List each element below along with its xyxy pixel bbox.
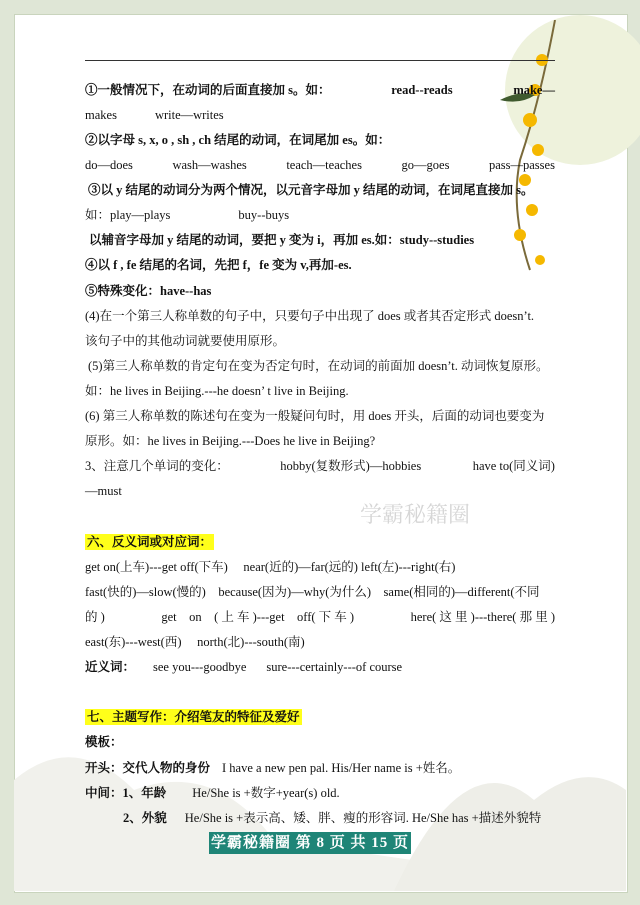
text: 的 ): [85, 610, 105, 624]
heading: 六、反义词或对应词：: [87, 535, 213, 549]
rule-4: ④以 f , fe 结尾的名词，先把 f，fe 变为 v,再加-es.: [85, 258, 352, 272]
antonym-line-1: get on(上车)---get off(下车) near(近的)—far(远的) left(左)---right(右): [85, 560, 456, 574]
text: read--reads: [391, 83, 453, 97]
watermark: 学霸秘籍圈: [360, 502, 471, 527]
header-rule: [85, 60, 555, 61]
point-6: (6) 第三人称单数的陈述句在变为一般疑问句时，用 does 开头，后面的动词也要变为: [85, 409, 545, 423]
point-5-example: 如：he lives in Beijing.---he doesn’ t live in Beijing.: [85, 384, 349, 398]
middle-look-line: [123, 809, 593, 827]
label: 中间：1、年龄: [85, 786, 167, 800]
point-5: (5)第三人称单数的肯定句在变为否定句时，在动词的前面加 doesn’t. 动词恢复原形。: [88, 359, 549, 373]
rule-2: ②以字母 s, x, o , sh , ch 结尾的动词，在词尾加 es。如：: [85, 133, 391, 147]
note-3: [85, 457, 555, 475]
note-3-cont: —must: [85, 484, 122, 498]
text: pass—passes: [488, 158, 555, 172]
text: 如：play—plays: [85, 208, 171, 222]
text: sure---certainly---of course: [266, 660, 403, 674]
text: do—does: [85, 158, 133, 172]
synonym-line: [85, 658, 555, 676]
text: teach—teaches: [286, 158, 362, 172]
section-6-heading: [85, 533, 555, 551]
text: hobby(复数形式)—hobbies: [280, 459, 422, 473]
text: He/She is +表示高、矮、胖、瘦的形容词. He/She has +描述外貌特: [184, 811, 542, 825]
rule-2-examples: [85, 156, 555, 174]
rule-3-example: [85, 206, 555, 224]
antonym-line-3: [85, 608, 555, 626]
label: 开头：交代人物的身份: [85, 761, 211, 775]
heading: 七、主题写作：介绍笔友的特征及爱好: [87, 710, 300, 724]
text: write—writes: [154, 108, 224, 122]
point-4: (4)在一个第三人称单数的句子中，只要句子中出现了 does 或者其否定形式 doesn’t.: [85, 309, 535, 323]
rule-3: ③以 y 结尾的动词分为两个情况，以元音字母加 y 结尾的动词，在词尾直接加 s。: [88, 183, 534, 197]
antonym-line-2: fast(快的)—slow(慢的) because(因为)—why(为什么) same(相同的)—different(不同: [85, 585, 540, 599]
point-4-cont: 该句子中的其他动词就要使用原形。: [85, 334, 286, 348]
rule-5: ⑤特殊变化：have--has: [85, 284, 212, 298]
template-label: 模板：: [85, 735, 123, 749]
label: 近义词：: [85, 660, 136, 674]
text: see you---goodbye: [153, 660, 247, 674]
text: 3、注意几个单词的变化：: [85, 459, 229, 473]
text: makes: [85, 108, 117, 122]
rule-1-cont: [85, 106, 555, 124]
section-7-heading: [85, 708, 555, 726]
page-footer: 学霸秘籍圈 第 8 页 共 15 页: [209, 832, 411, 854]
opening-line: [85, 759, 555, 777]
text: I have a new pen pal. His/Her name is +姓名。: [222, 761, 461, 775]
text: He/She is +数字+year(s) old.: [192, 786, 340, 800]
text: make—: [513, 83, 555, 97]
rule-1: [85, 81, 555, 99]
text: go—goes: [401, 158, 450, 172]
rule-3-consonant: 以辅音字母加 y 结尾的动词，要把 y 变为 i，再加 es.如：study--studies: [89, 233, 475, 247]
text: get on ( 上 车 )---get off( 下 车 ): [161, 610, 355, 624]
text: ①一般情况下，在动词的后面直接加 s。如：: [85, 83, 331, 97]
middle-age-line: [85, 784, 555, 802]
text: wash—washes: [172, 158, 247, 172]
antonym-line-4: east(东)---west(西) north(北)---south(南): [85, 635, 305, 649]
text: buy--buys: [238, 208, 290, 222]
text: here( 这 里 )---there( 那 里 ): [410, 610, 555, 624]
point-6-example: 原形。如：he lives in Beijing.---Does he live in Beijing?: [85, 434, 376, 448]
label: 2、外貌: [123, 811, 167, 825]
text: have to(同义词): [472, 459, 555, 473]
